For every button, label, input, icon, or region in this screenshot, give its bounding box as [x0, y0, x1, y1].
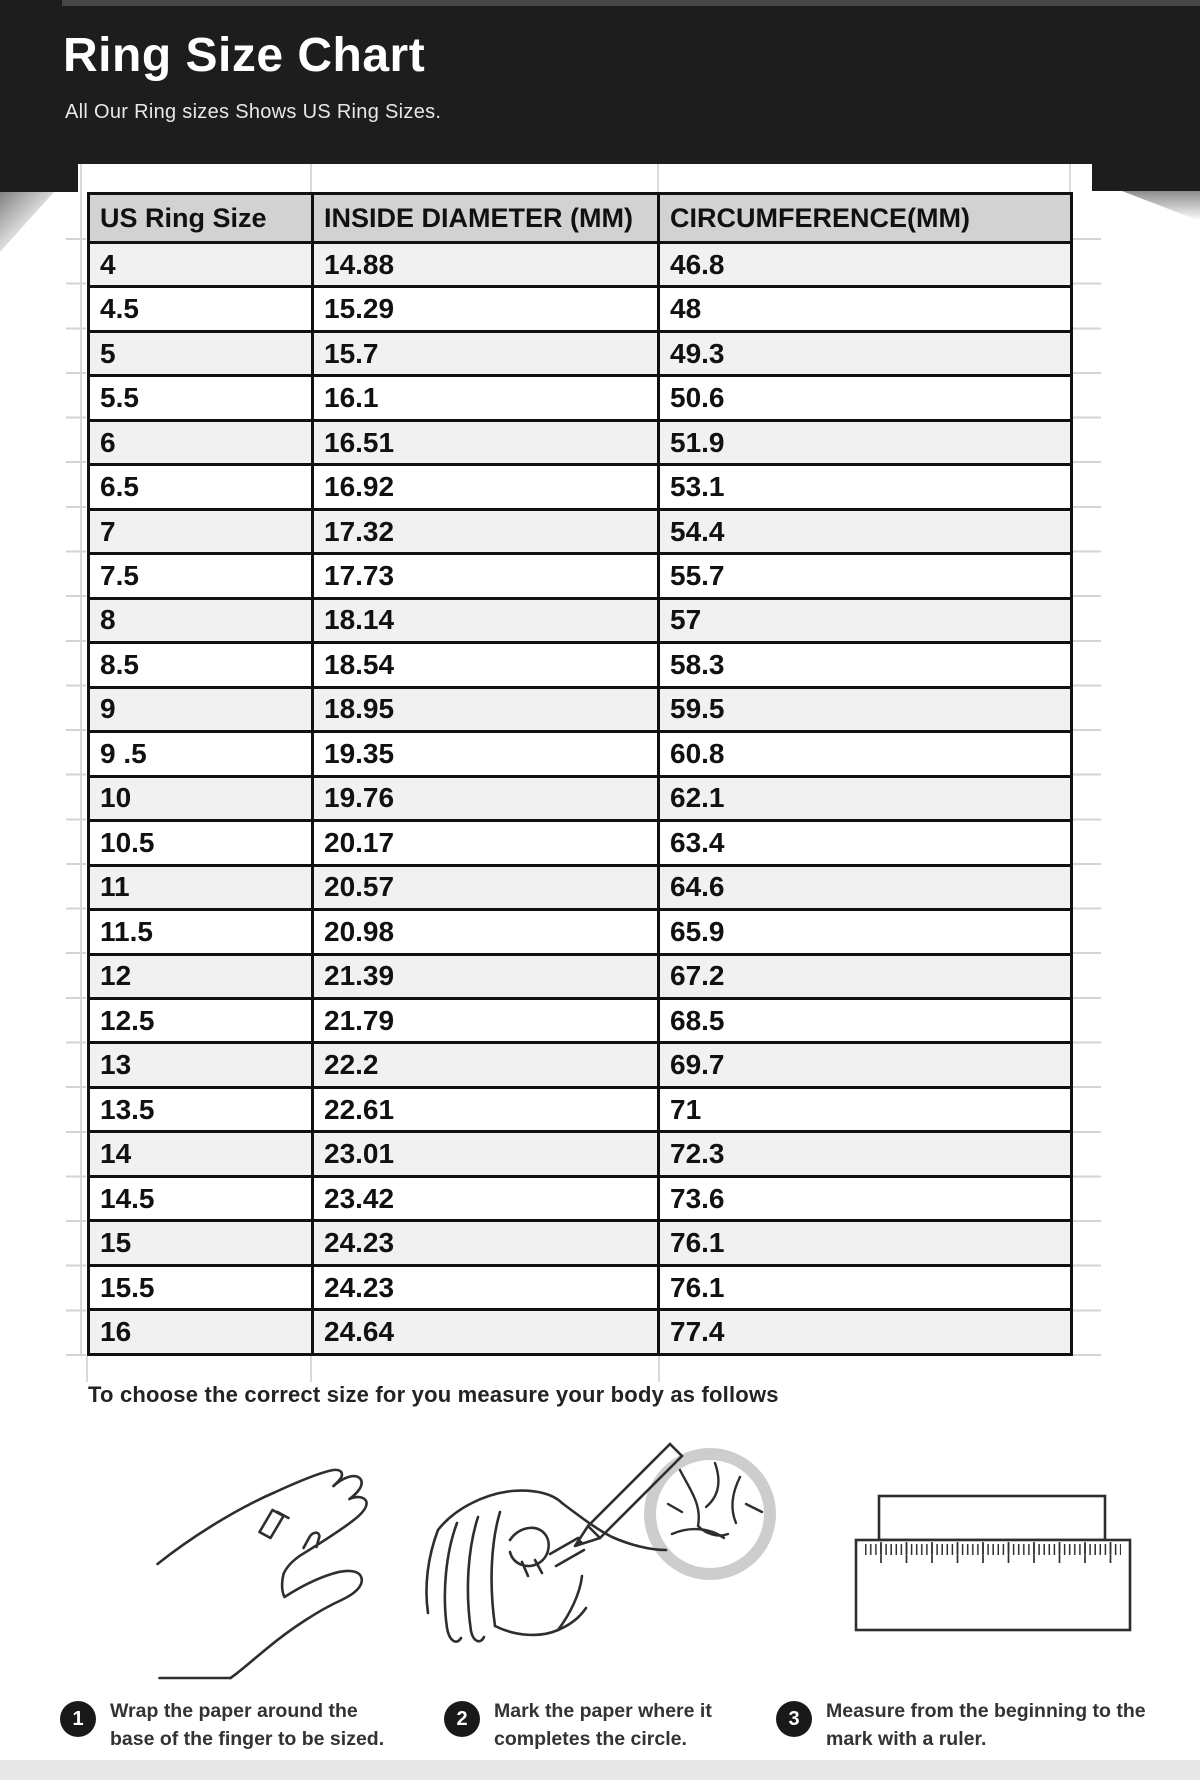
table-cell: 62.1: [659, 776, 1072, 820]
measure-step-1: [60, 1698, 392, 1753]
table-cell: 16.51: [313, 420, 659, 464]
table-cell: 7: [89, 509, 313, 553]
banner-right-extension: [1092, 164, 1200, 191]
table-cell: 12.5: [89, 998, 313, 1042]
table-cell: 18.95: [313, 687, 659, 731]
table-cell: 8: [89, 598, 313, 642]
step-3-text: Measure from the beginning to the mark with a ruler.: [826, 1700, 1146, 1750]
table-cell: 17.32: [313, 509, 659, 553]
table-cell: 15.7: [313, 331, 659, 375]
table-cell: 22.2: [313, 1043, 659, 1087]
table-cell: 11: [89, 865, 313, 909]
bottom-gray-strip: [0, 1760, 1200, 1780]
table-cell: 76.1: [659, 1221, 1072, 1265]
table-cell: 19.76: [313, 776, 659, 820]
table-cell: 14.5: [89, 1176, 313, 1220]
table-row: [89, 243, 1072, 287]
table-row: [89, 1310, 1072, 1355]
table-cell: 24.23: [313, 1265, 659, 1309]
table-cell: 8.5: [89, 643, 313, 687]
table-cell: 22.61: [313, 1087, 659, 1131]
step-3-number-badge: 3: [776, 1701, 812, 1737]
table-row: [89, 465, 1072, 509]
measure-step-3: [776, 1698, 1182, 1753]
ring-size-table: [87, 192, 1073, 1356]
table-row: [89, 1265, 1072, 1309]
table-cell: 65.9: [659, 910, 1072, 954]
table-cell: 20.17: [313, 821, 659, 865]
ruler-icon: [853, 1492, 1133, 1634]
table-cell: 59.5: [659, 687, 1072, 731]
column-header-circumference: CIRCUMFERENCE(MM): [659, 194, 1072, 243]
table-cell: 67.2: [659, 954, 1072, 998]
table-row: [89, 1221, 1072, 1265]
table-cell: 55.7: [659, 554, 1072, 598]
table-row: [89, 732, 1072, 776]
magnifier-circle-icon: [650, 1454, 770, 1574]
table-row: [89, 1176, 1072, 1220]
table-cell: 14.88: [313, 243, 659, 287]
table-cell: 71: [659, 1087, 1072, 1131]
table-cell: 5: [89, 331, 313, 375]
table-cell: 4.5: [89, 287, 313, 331]
step-1-number-badge: 1: [60, 1701, 96, 1737]
table-row: [89, 954, 1072, 998]
table-cell: 63.4: [659, 821, 1072, 865]
table-row: [89, 331, 1072, 375]
table-cell: 6.5: [89, 465, 313, 509]
table-cell: 24.64: [313, 1310, 659, 1355]
table-row: [89, 554, 1072, 598]
table-cell: 10.5: [89, 821, 313, 865]
table-row: [89, 420, 1072, 464]
table-row: [89, 643, 1072, 687]
banner-right-shadow-wedge: [1122, 191, 1200, 221]
hand-with-paper-strip-icon: [146, 1452, 374, 1682]
table-cell: 48: [659, 287, 1072, 331]
page-title: Ring Size Chart: [63, 29, 426, 82]
table-cell: 6: [89, 420, 313, 464]
ring-table-body: [89, 243, 1072, 1355]
table-cell: 18.54: [313, 643, 659, 687]
measure-step-2: [444, 1698, 746, 1753]
table-cell: 10: [89, 776, 313, 820]
table-cell: 23.42: [313, 1176, 659, 1220]
banner-left-shadow-wedge: [0, 192, 54, 252]
table-header-row: [89, 194, 1072, 243]
table-cell: 49.3: [659, 331, 1072, 375]
table-cell: 14: [89, 1132, 313, 1176]
table-row: [89, 376, 1072, 420]
step-1-text: Wrap the paper around the base of the finger to be sized.: [110, 1700, 385, 1750]
table-cell: 53.1: [659, 465, 1072, 509]
hand-marking-with-pencil-icon: [412, 1438, 790, 1686]
table-row: [89, 287, 1072, 331]
table-cell: 21.39: [313, 954, 659, 998]
table-cell: 68.5: [659, 998, 1072, 1042]
column-header-us-ring-size: US Ring Size: [89, 194, 313, 243]
table-row: [89, 509, 1072, 553]
table-cell: 57: [659, 598, 1072, 642]
table-cell: 58.3: [659, 643, 1072, 687]
table-cell: 19.35: [313, 732, 659, 776]
table-cell: 20.98: [313, 910, 659, 954]
step-2-number-badge: 2: [444, 1701, 480, 1737]
table-row: [89, 821, 1072, 865]
table-cell: 15.29: [313, 287, 659, 331]
table-cell: 23.01: [313, 1132, 659, 1176]
table-cell: 12: [89, 954, 313, 998]
table-cell: 46.8: [659, 243, 1072, 287]
table-cell: 13: [89, 1043, 313, 1087]
banner: [0, 0, 1200, 164]
table-row: [89, 687, 1072, 731]
table-cell: 64.6: [659, 865, 1072, 909]
step-2-text: Mark the paper where it completes the circle.: [494, 1700, 712, 1750]
table-cell: 76.1: [659, 1265, 1072, 1309]
table-cell: 16.92: [313, 465, 659, 509]
column-header-inside-diameter: INSIDE DIAMETER (MM): [313, 194, 659, 243]
table-cell: 16: [89, 1310, 313, 1355]
table-cell: 51.9: [659, 420, 1072, 464]
table-cell: 13.5: [89, 1087, 313, 1131]
banner-top-edge: [62, 0, 1200, 6]
table-cell: 73.6: [659, 1176, 1072, 1220]
table-row: [89, 910, 1072, 954]
table-row: [89, 1132, 1072, 1176]
table-cell: 54.4: [659, 509, 1072, 553]
page-subtitle: All Our Ring sizes Shows US Ring Sizes.: [65, 101, 442, 123]
table-row: [89, 1043, 1072, 1087]
table-cell: 77.4: [659, 1310, 1072, 1355]
table-cell: 5.5: [89, 376, 313, 420]
table-cell: 72.3: [659, 1132, 1072, 1176]
table-cell: 69.7: [659, 1043, 1072, 1087]
banner-left-extension: [0, 164, 78, 192]
table-cell: 9: [89, 687, 313, 731]
table-cell: 4: [89, 243, 313, 287]
table-row: [89, 598, 1072, 642]
table-cell: 24.23: [313, 1221, 659, 1265]
paper-strip-icon: [879, 1496, 1105, 1540]
table-cell: 15: [89, 1221, 313, 1265]
table-cell: 21.79: [313, 998, 659, 1042]
table-cell: 20.57: [313, 865, 659, 909]
table-cell: 15.5: [89, 1265, 313, 1309]
measure-instructions-heading: To choose the correct size for you measure your body as follows: [88, 1382, 779, 1407]
table-cell: 17.73: [313, 554, 659, 598]
table-cell: 7.5: [89, 554, 313, 598]
table-cell: 9 .5: [89, 732, 313, 776]
table-row: [89, 865, 1072, 909]
table-cell: 50.6: [659, 376, 1072, 420]
table-cell: 16.1: [313, 376, 659, 420]
table-cell: 11.5: [89, 910, 313, 954]
table-row: [89, 1087, 1072, 1131]
table-row: [89, 998, 1072, 1042]
table-cell: 18.14: [313, 598, 659, 642]
table-row: [89, 776, 1072, 820]
table-cell: 60.8: [659, 732, 1072, 776]
